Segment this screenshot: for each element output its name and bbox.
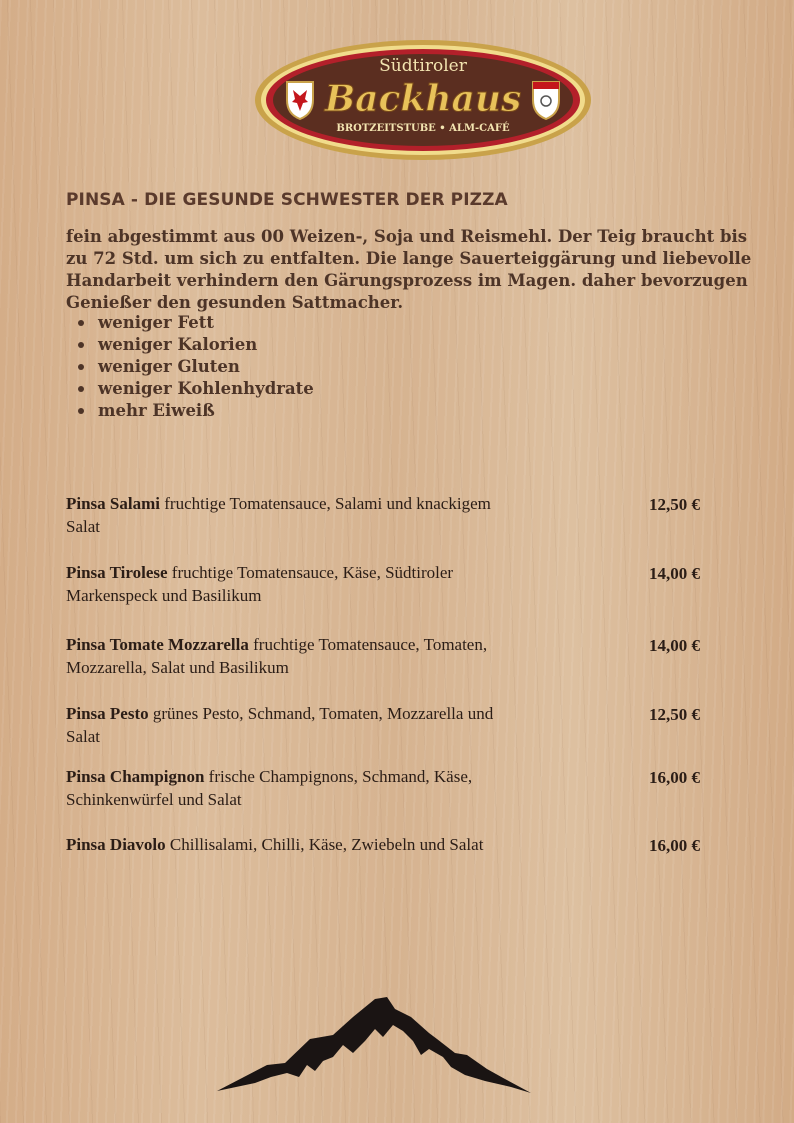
benefits-list — [78, 312, 314, 422]
item-price: 16,00 € — [649, 836, 700, 855]
item-description: fruchtige Tomatensauce, Tomaten, Mozzarella, Salat und Basilikum — [66, 635, 488, 677]
item-description: fruchtige Tomatensauce, Käse, Südtiroler Markenspeck und Basilikum — [66, 563, 454, 605]
item-name: Pinsa Tomate Mozzarella — [66, 635, 249, 654]
benefit-item: weniger Kohlenhydrate — [78, 378, 314, 400]
page-title: PINSA - DIE GESUNDE SCHWESTER DER PIZZA — [66, 190, 508, 210]
item-price: 12,50 € — [649, 705, 700, 724]
edelweiss-crest-icon — [533, 82, 559, 119]
logo-subtitle: BROTZEITSTUBE • ALM-CAFÉ — [336, 123, 510, 134]
item-name: Pinsa Pesto — [66, 704, 149, 723]
bullet-icon — [78, 408, 84, 414]
item-name: Pinsa Tirolese — [66, 563, 168, 582]
menu-item-pesto — [66, 702, 706, 748]
bullet-icon — [78, 342, 84, 348]
item-price: 16,00 € — [649, 768, 700, 787]
menu-item-salami — [66, 492, 706, 538]
item-description: Chillisalami, Chilli, Käse, Zwiebeln und Salat — [169, 835, 484, 854]
logo-top-text: Südtiroler — [379, 56, 467, 76]
item-description: fruchtige Tomatensauce, Salami und knackigem Salat — [66, 494, 491, 536]
menu-item-champignon — [66, 765, 706, 811]
item-description: frische Champignons, Schmand, Käse, Schinkenwürfel und Salat — [66, 767, 473, 809]
benefit-item: weniger Kalorien — [78, 334, 314, 356]
bullet-icon — [78, 364, 84, 370]
benefit-item: weniger Fett — [78, 312, 314, 334]
item-name: Pinsa Diavolo — [66, 835, 166, 854]
intro-text: fein abgestimmt aus 00 Weizen-, Soja und Reismehl. Der Teig braucht bis zu 72 Std. um sich zu entfalten. Die lange Sauerteiggärung und liebevolle Handarbeit verhindern den Gärungsprozess im Magen. daher bevorzugen Genießer den gesunden Sattmacher. — [66, 227, 752, 312]
bullet-icon — [78, 386, 84, 392]
item-price: 12,50 € — [649, 495, 700, 514]
benefit-item: mehr Eiweiß — [78, 400, 314, 422]
logo-brand: Backhaus — [324, 78, 522, 120]
backhaus-logo — [253, 38, 593, 163]
item-price: 14,00 € — [649, 564, 700, 583]
tyrol-eagle-crest-icon — [287, 82, 313, 119]
bullet-icon — [78, 320, 84, 326]
item-name: Pinsa Champignon — [66, 767, 205, 786]
menu-item-diavolo — [66, 833, 706, 856]
menu-item-tomate-mozzarella — [66, 633, 706, 679]
item-price: 14,00 € — [649, 636, 700, 655]
item-description: grünes Pesto, Schmand, Tomaten, Mozzarella und Salat — [66, 704, 494, 746]
mountains-icon — [215, 995, 535, 1099]
menu-item-tirolese — [66, 561, 706, 607]
item-name: Pinsa Salami — [66, 494, 160, 513]
benefit-item: weniger Gluten — [78, 356, 314, 378]
